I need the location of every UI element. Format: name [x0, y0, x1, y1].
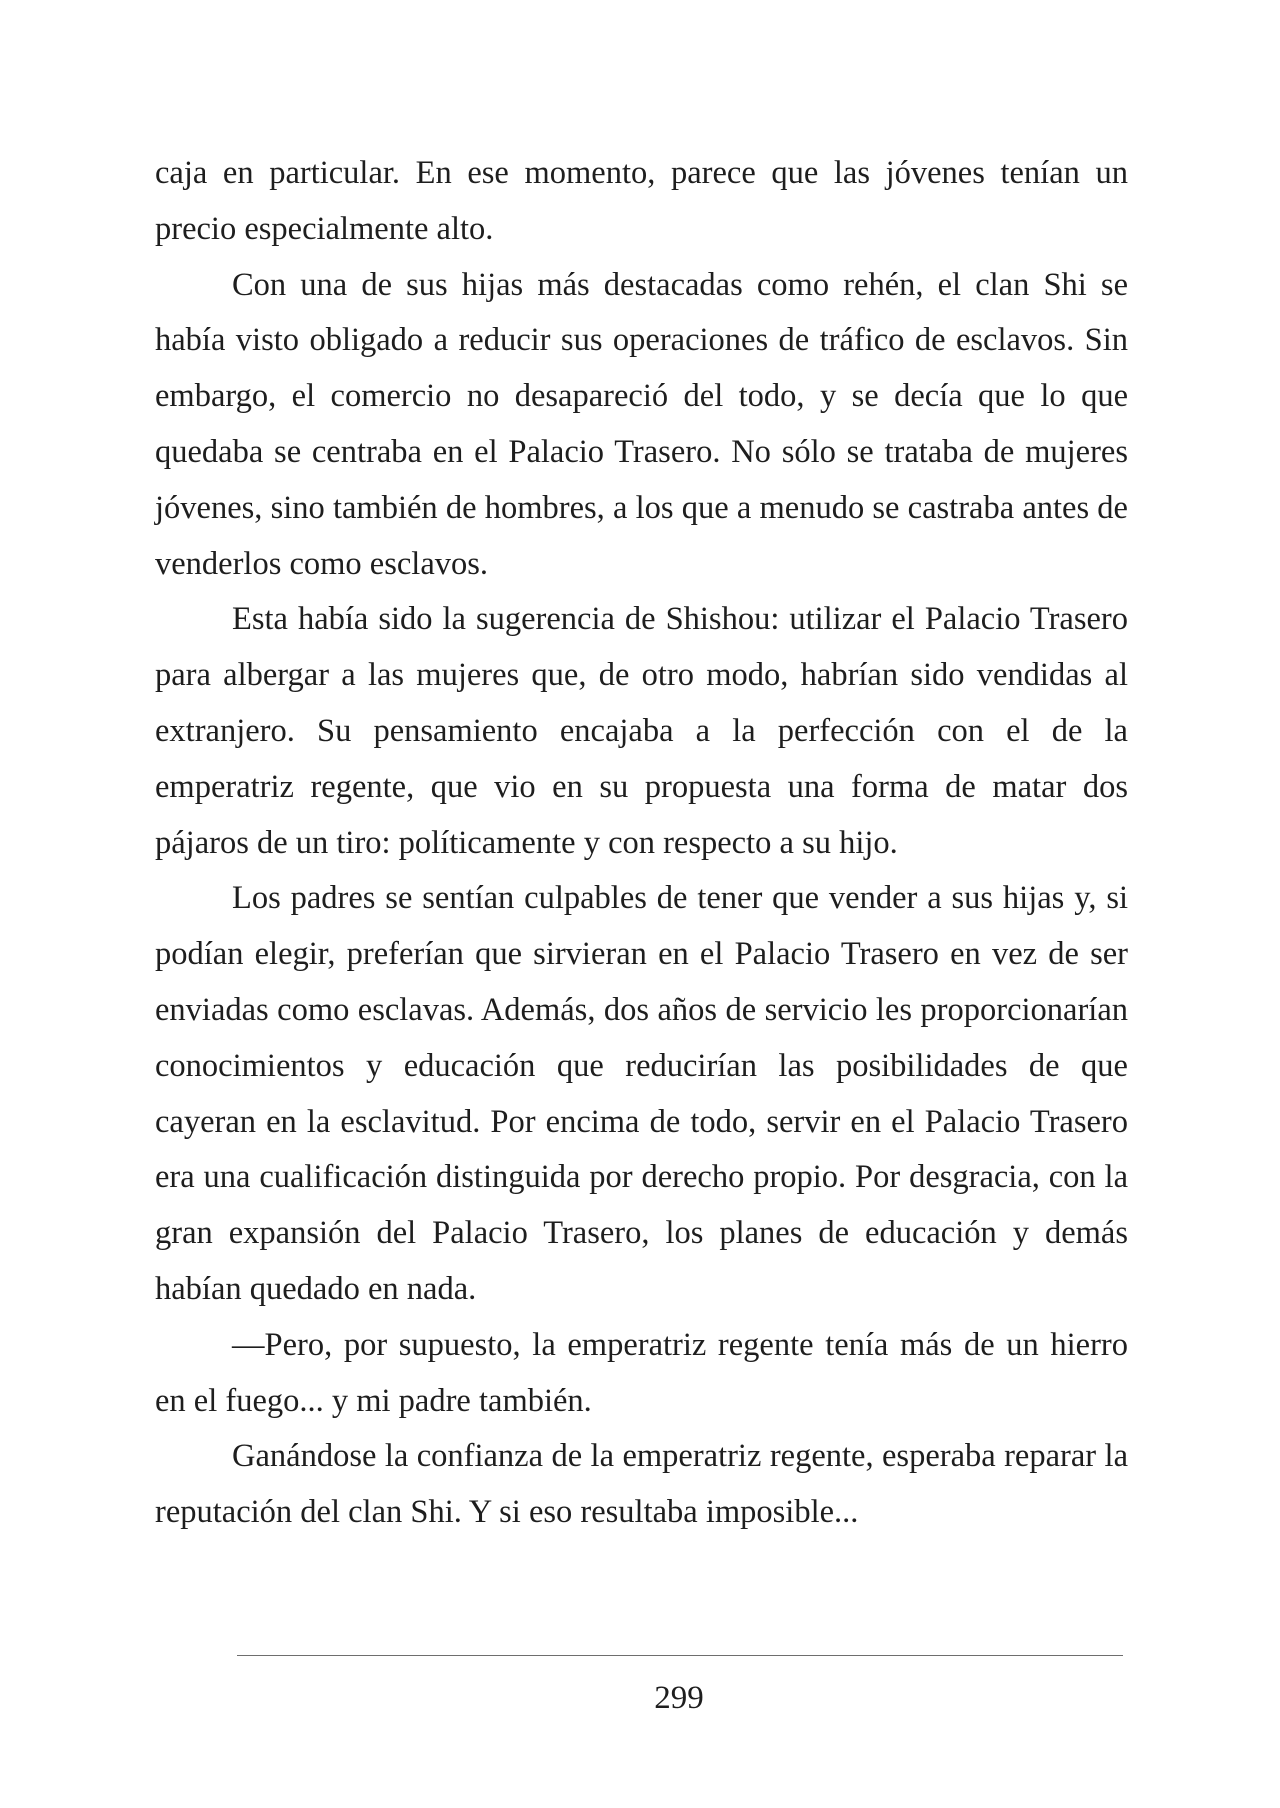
dialogue-paragraph: —Pero, por supuesto, la emperatriz regente tenía más de un hierro en el fuego... y mi padre también.: [155, 1326, 1128, 1419]
body-text: [155, 146, 1128, 1541]
paragraph: Esta había sido la sugerencia de Shishou: utilizar el Palacio Trasero para albergar a las mujeres que, de otro modo, habrían sido vendidas al extranjero. Su pensamiento encajaba a la perfección con el de la emperatriz regente, que vio en su propuesta una forma de matar dos pájaros de un tiro: políticamente y con respecto a su hijo.: [155, 601, 1128, 861]
paragraph: Con una de sus hijas más destacadas como rehén, el clan Shi se había visto obligado a reducir sus operaciones de tráfico de esclavos. Sin embargo, el comercio no desapareció del todo, y se decía que lo que quedaba se centraba en el Palacio Trasero. No sólo se trataba de mujeres jóvenes, sino también de hombres, a los que a menudo se castraba antes de venderlos como esclavos.: [155, 266, 1128, 582]
paragraph-continuation: caja en particular. En ese momento, parece que las jóvenes tenían un precio especialmente alto.: [155, 155, 1128, 247]
paragraph: Ganándose la confianza de la emperatriz regente, esperaba reparar la reputación del clan Shi. Y si eso resultaba imposible...: [155, 1438, 1128, 1531]
page-number: 299: [654, 1680, 704, 1716]
paragraph: Los padres se sentían culpables de tener que vender a sus hijas y, si podían elegir, preferían que sirvieran en el Palacio Trasero en vez de ser enviadas como esclavas. Además, dos años de servicio les proporcionarían conocimientos y educación que reducirían las posibilidades de que cayeran en la esclavitud. Por encima de todo, servir en el Palacio Trasero era una cualificación distinguida por derecho propio. Por desgracia, con la gran expansión del Palacio Trasero, los planes de educación y demás habían quedado en nada.: [155, 880, 1128, 1307]
footer-divider: [237, 1655, 1123, 1656]
